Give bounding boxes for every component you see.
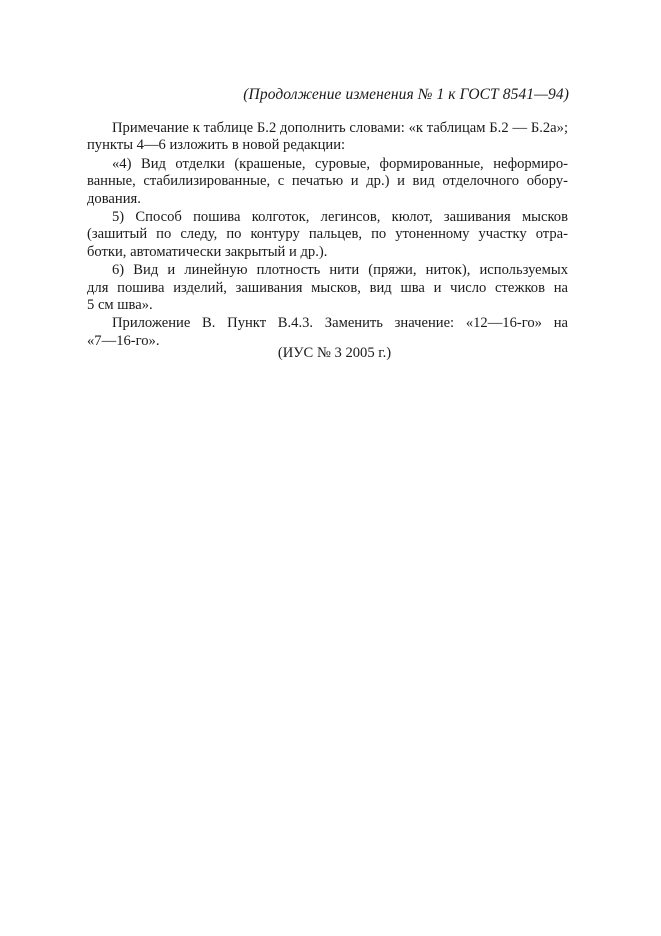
text-line: 5 см шва». (87, 297, 153, 314)
text-line: (зашитый по следу, по контуру пальцев, по утоненному участку отра- (87, 226, 568, 243)
text-line: 6) Вид и линейную плотность нити (пряжи, ниток), используемых (112, 262, 568, 279)
text-line: «4) Вид отделки (крашеные, суровые, формированные, неформиро- (112, 155, 568, 172)
source-footer (0, 345, 661, 362)
paragraph-item-6 (87, 262, 568, 314)
text-line: пункты 4—6 изложить в новой редакции: (87, 137, 346, 154)
paragraph-item-5 (87, 209, 568, 261)
text-line: 5) Способ пошива колготок, легинсов, кюлот, зашивания мысков (112, 209, 568, 226)
document-body (87, 119, 568, 350)
paragraph-note (87, 120, 568, 155)
continuation-header: (Продолжение изменения № 1 к ГОСТ 8541—94) (243, 86, 569, 103)
text-line: «7—16-го». (87, 332, 160, 349)
text-line: дования. (87, 190, 141, 207)
text-line: ванные, стабилизированные, с печатью и др.) и вид отделочного обору- (87, 173, 568, 190)
paragraph-item-4 (87, 155, 568, 208)
text-line: ботки, автоматически закрытый и др.). (87, 243, 328, 260)
text-line: Приложение В. Пункт В.4.3. Заменить значение: «12—16-го» на (112, 315, 568, 332)
text-line: для пошива изделий, зашивания мысков, вид шва и число стежков на (87, 279, 568, 296)
text-line: Примечание к таблице Б.2 дополнить словами: «к таблицам Б.2 — Б.2а»; (112, 120, 568, 136)
source-reference: (ИУС № 3 2005 г.) (277, 345, 392, 361)
